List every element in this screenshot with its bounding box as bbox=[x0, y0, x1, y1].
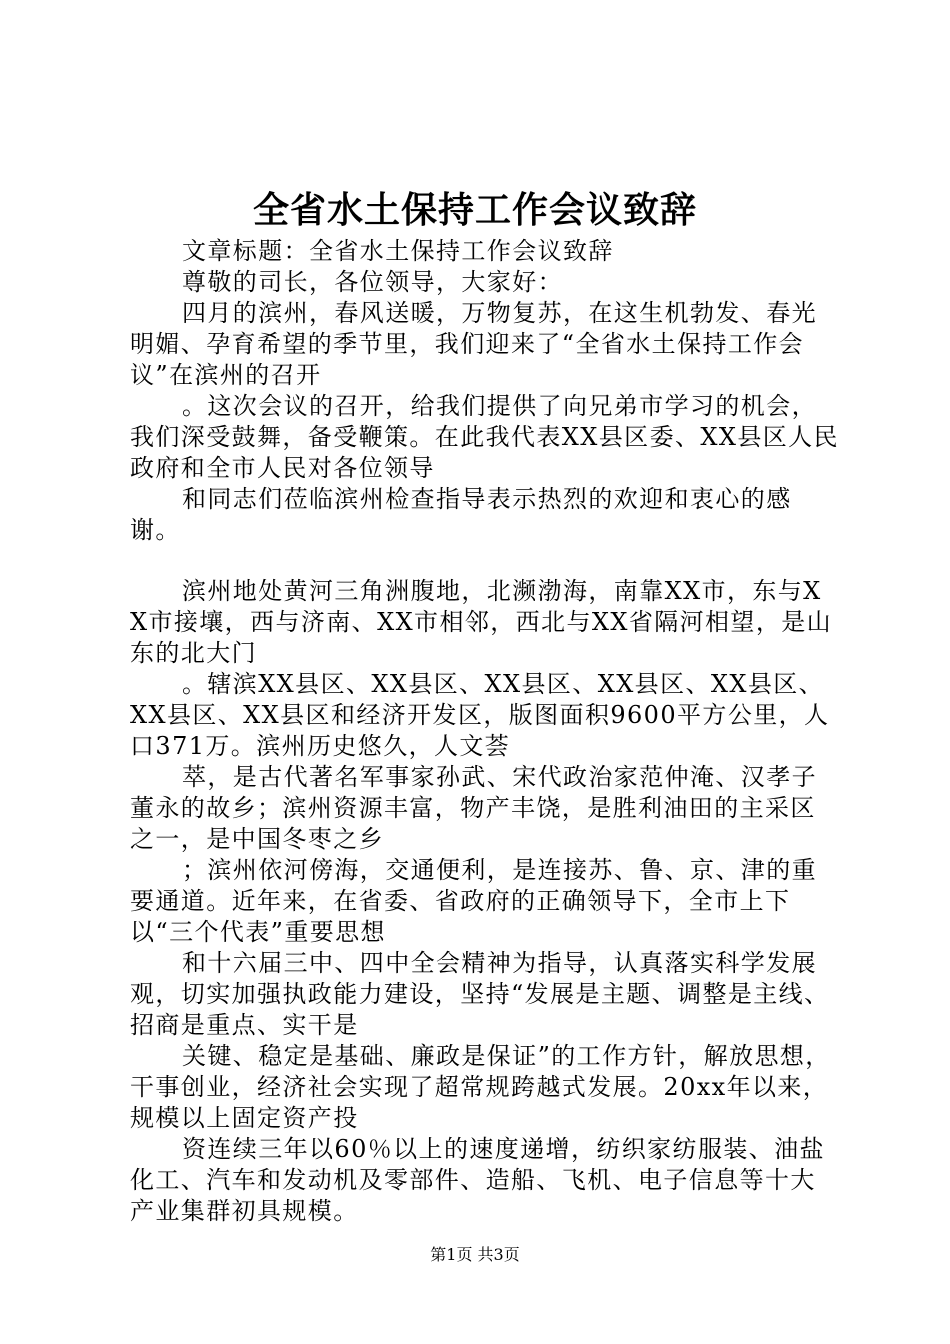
paragraph-article-title: 文章标题：全省水土保持工作会议致辞 bbox=[182, 237, 614, 265]
paragraph: 和十六届三中、四中全会精神为指导，认真落实科学发展观，切实加强执政能力建设，坚持“发展是主题、调整是主线、招商是重点、实干是 bbox=[130, 949, 830, 1039]
document-body bbox=[130, 236, 840, 1227]
paragraph: 四月的滨州，春风送暖，万物复苏，在这生机勃发、春光明媚、孕育希望的季节里，我们迎来了“全省水土保持工作会议”在滨州的召开 bbox=[130, 299, 817, 389]
page-footer: 第1页 共3页 bbox=[430, 1245, 520, 1264]
paragraph: 。辖滨XX县区、XX县区、XX县区、XX县区、XX县区、XX县区、XX县区和经济开发区，版图面积9600平方公里，人口371万。滨州历史悠久，人文荟 bbox=[130, 670, 830, 760]
paragraph-salutation: 尊敬的司长，各位领导，大家好： bbox=[182, 268, 563, 296]
paragraph: ；滨州依河傍海，交通便利，是连接苏、鲁、京、津的重要通道。近年来，在省委、省政府的正确领导下，全市上下以“三个代表”重要思想 bbox=[130, 856, 817, 946]
document-title: 全省水土保持工作会议致辞 bbox=[252, 189, 697, 231]
paragraph: 滨州地处黄河三角洲腹地，北濒渤海，南靠XX市，东与XX市接壤，西与济南、XX市相邻，西北与XX省隔河相望，是山东的北大门 bbox=[130, 577, 833, 667]
paragraph: 。这次会议的召开，给我们提供了向兄弟市学习的机会，我们深受鼓舞，备受鞭策。在此我代表XX县区委、XX县区人民政府和全市人民对各位领导 bbox=[130, 392, 839, 482]
paragraph: 关键、稳定是基础、廉政是保证”的工作方针，解放思想，干事创业，经济社会实现了超常规跨越式发展。20xx年以来，规模以上固定资产投 bbox=[130, 1042, 831, 1132]
paragraph: 资连续三年以60％以上的速度递增，纺织家纺服装、油盐化工、汽车和发动机及零部件、造船、飞机、电子信息等十大产业集群初具规模。 bbox=[130, 1135, 825, 1225]
paragraph: 和同志们莅临滨州检查指导表示热烈的欢迎和衷心的感谢。 bbox=[130, 485, 792, 544]
paragraph: 萃，是古代著名军事家孙武、宋代政治家范仲淹、汉孝子董永的故乡；滨州资源丰富，物产丰饶，是胜利油田的主采区之一，是中国冬枣之乡 bbox=[130, 763, 817, 853]
